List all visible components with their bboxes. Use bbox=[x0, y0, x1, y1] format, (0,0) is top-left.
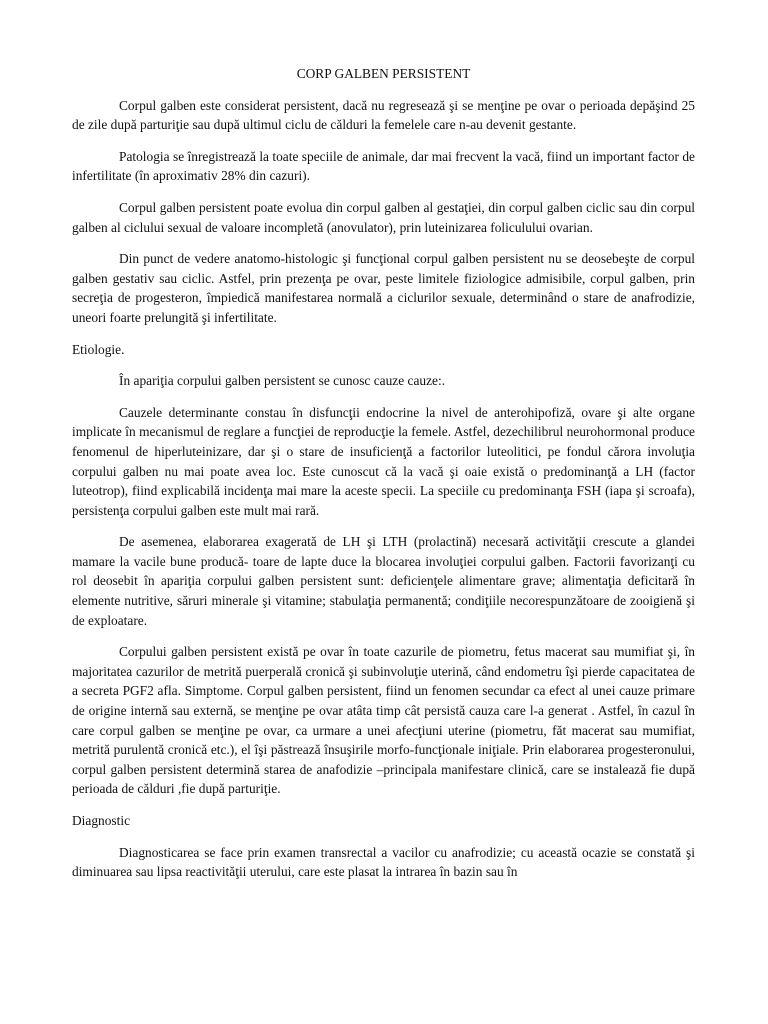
section-heading-diagnostic: Diagnostic bbox=[72, 813, 131, 828]
paragraph-definition: Corpul galben este considerat persistent, dacă nu regresează şi se menţine pe ovar o perioada depăşind 25 de zile după parturiţie sau după ultimul ciclu de călduri la femelele care n-au devenit gestante. bbox=[72, 97, 695, 133]
paragraph-diagnostic: Diagnosticarea se face prin examen transrectal a vacilor cu anafrodizie; cu această ocazie se constată şi diminuarea sau lipsa reactivităţii uterului, care este plasat la intrarea în bazin sau în bbox=[72, 844, 695, 880]
document-title: CORP GALBEN PERSISTENT bbox=[296, 66, 471, 81]
paragraph-etiology-causes: Cauzele determinante constau în disfuncţii endocrine la nivel de anterohipofiză, ovare şi alte organe implicate în mecanismul de reglare a funcţiei de reproducţie la femele. Astfel, dezechilibrul neurohormonal produce fenomenul de hiperluteinizare, dar şi o stare de insuficienţă a factorilor luteolitici, pe fondul cărora involuţia corpului galben nu mai poate avea loc. Este cunoscut că la vacă şi oaie există o predominanţă a LH (factor luteotrop), fiind explicabilă incidenţa mai mare la aceste specii. La speciile cu predominanţa FSH (iapa şi scroafa), persistenţa corpului galben este mult mai rară. bbox=[72, 404, 695, 518]
paragraph-etiology-factors: De asemenea, elaborarea exagerată de LH şi LTH (prolactină) necesară activităţii crescute a glandei mamare la vacile bune producă- toare de lapte duce la blocarea involuţiei corpului galben. Factorii favorizanţi cu rol deosebit în apariţia corpului galben persistent sunt: deficienţele alimentare grave; alimentaţia deficitară în elemente nutritive, săruri minerale şi vitamine; stabulaţia permanentă; condiţiile necorespunzătoare de zooigienă şi de exploatare. bbox=[72, 534, 695, 628]
paragraph-pathology: Patologia se înregistrează la toate speciile de animale, dar mai frecvent la vacă, fiind un important factor de infertilitate (în aproximativ 28% din cazuri). bbox=[72, 148, 695, 184]
paragraph-evolution: Corpul galben persistent poate evolua din corpul galben al gestaţiei, din corpul galben ciclic sau din corpul galben al ciclului sexual de valoare incompletă (anovulator), prin luteinizarea foliculului ovarian. bbox=[72, 199, 695, 235]
paragraph-etiology-symptoms: Corpului galben persistent există pe ovar în toate cazurile de piometru, fetus macerat sau mumifiat şi, în majoritatea cazurilor de metrită puerperală cronică şi subinvoluţie uterină, când endometru îşi pierde capacitatea de a secreta PGF2 afla. Simptome. Corpul galben persistent, fiind un fenomen secundar ca efect al unei cauze primare de origine internă sau externă, se menţine pe ovar atâta timp cât persistă cauza care l-a generat . Astfel, în cazul în care corpul galben se menţine pe ovar, ca urmare a unei afecţiuni uterine (piometru, făt macerat sau mumifiat, metrită purulentă cronică etc.), el îşi păstrează însuşirile morfo-funcţionale iniţiale. Prin elaborarea progesteronului, corpul galben persistent determină starea de anafodizie –principala manifestare clinică, care se instalează fie după perioada de călduri ,fie după parturiţie. bbox=[72, 644, 695, 797]
paragraph-etiology-intro: În apariţia corpului galben persistent se cunosc cauze cauze:. bbox=[119, 373, 446, 389]
section-heading-etiology: Etiologie. bbox=[72, 341, 125, 357]
document-page bbox=[72, 64, 695, 882]
paragraph-histology: Din punct de vedere anatomo-histologic şi funcţional corpul galben persistent nu se deosebeşte de corpul galben gestativ sau ciclic. Astfel, prin prezenţa pe ovar, peste limitele fiziologice admisibile, corpul galben, prin secreţia de progesteron, împiedică manifestarea normală a ciclurilor sexuale, determinând o stare de anafrodizie, uneori foarte prelungită şi infertilitate. bbox=[72, 251, 695, 325]
